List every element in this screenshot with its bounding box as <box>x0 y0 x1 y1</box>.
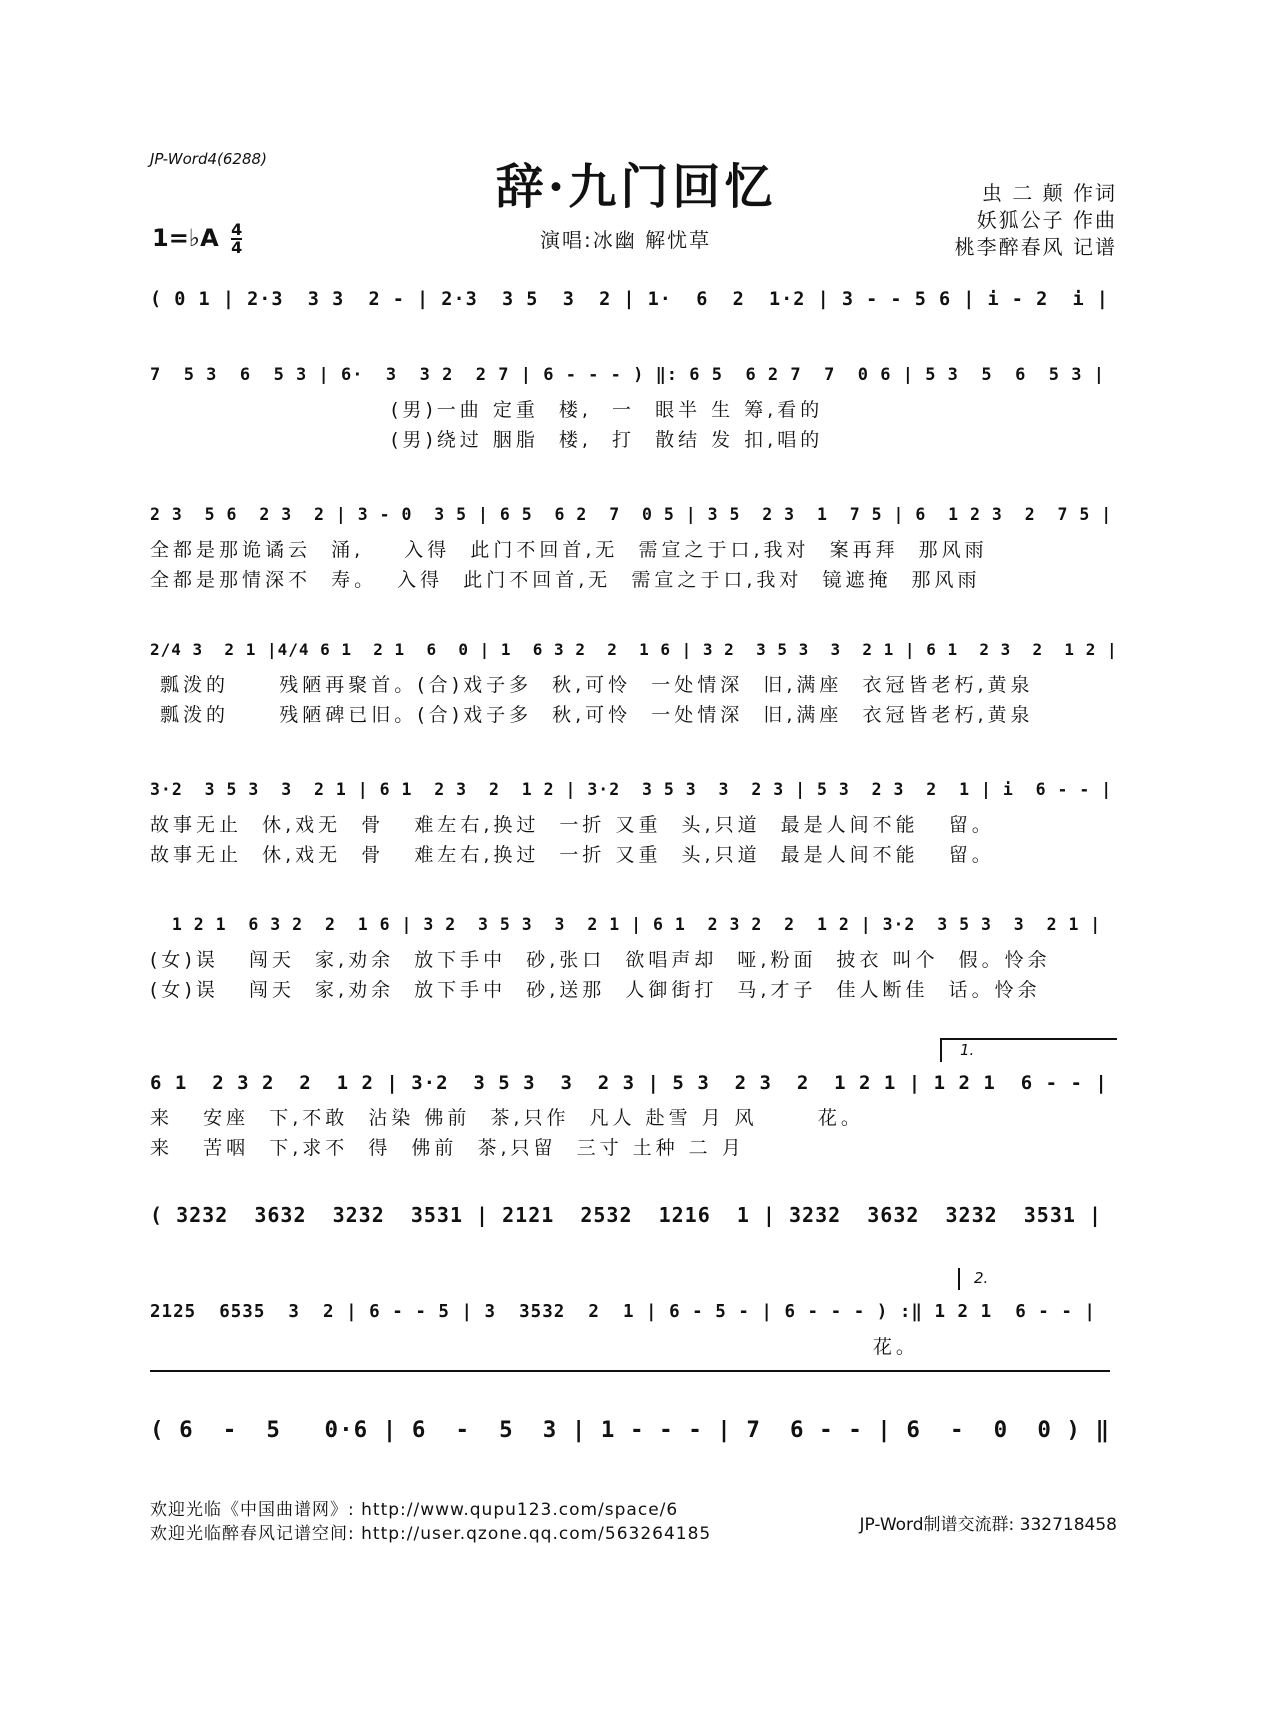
lyric-line: (男)一曲 定重 楼, 一 眼半 生 筹,看的 <box>150 399 824 421</box>
score-system <box>150 1292 1118 1362</box>
lyric-line: 来 安座 下,不敢 沾染 佛前 茶,只作 凡人 赴雪 月 风 花。 <box>150 1107 864 1129</box>
transcriber-credit: 桃李醉春风 记谱 <box>954 235 1117 259</box>
key-signature <box>152 222 242 256</box>
time-signature <box>231 222 242 256</box>
score-system <box>150 1063 1118 1163</box>
coda-rule <box>150 1370 1110 1372</box>
time-top: 4 <box>231 220 243 239</box>
composer-credit: 妖狐公子 作曲 <box>976 208 1117 232</box>
second-ending-label: 2. <box>974 1269 989 1287</box>
footer-link-qupu[interactable]: 欢迎光临《中国曲谱网》: http://www.qupu123.com/space/6 <box>150 1500 679 1520</box>
notation-line: 2125 6535 3 2 | 6 - - 5 | 3 3532 2 1 | 6 - 5 - | 6 - - - ) :‖ 1 2 1 6 - - | <box>150 1302 1096 1322</box>
lyric-line: 全都是那诡谲云 涌, 入得 此门不回首,无 需宣之于口,我对 案再拜 那风雨 <box>150 539 988 561</box>
score-system <box>150 495 1118 595</box>
score-system <box>150 280 1118 320</box>
lyric-line: 来 苦咽 下,求不 得 佛前 茶,只留 三寸 土种 二 月 <box>150 1137 745 1159</box>
lyric-line: (女)误 闯天 家,劝余 放下手中 砂,送那 人御街打 马,才子 佳人断佳 话。怜余 <box>150 979 1041 1001</box>
score-system <box>150 1195 1118 1235</box>
notation-line: ( 3232 3632 3232 3531 | 2121 2532 1216 1 | 3232 3632 3232 3531 | <box>150 1203 1102 1227</box>
score-system <box>150 355 1118 455</box>
first-ending-label: 1. <box>960 1041 975 1059</box>
lyricist-credit: 虫 二 颠 作词 <box>981 181 1117 205</box>
lyric-line: 瓢泼的 残陋碑已旧。(合)戏子多 秋,可怜 一处情深 旧,满座 衣冠皆老朽,黄泉 <box>150 704 1034 726</box>
score-system <box>150 905 1118 1005</box>
software-version: JP-Word4(6288) <box>150 150 267 168</box>
footer-links <box>150 1498 711 1546</box>
key-label: 1=♭A <box>152 224 219 252</box>
score-system <box>150 630 1118 730</box>
lyric-line: (女)误 闯天 家,劝余 放下手中 砂,张口 欲唱声却 哑,粉面 披衣 叫个 假。怜余 <box>150 949 1051 971</box>
first-ending-bracket <box>940 1038 1117 1062</box>
score-system <box>150 1410 1118 1450</box>
lyric-line: 瓢泼的 残陋再聚首。(合)戏子多 秋,可怜 一处情深 旧,满座 衣冠皆老朽,黄泉 <box>150 674 1034 696</box>
notation-line: 7 5 3 6 5 3 | 6· 3 3 2 2 7 | 6 - - - ) ‖: 6 5 6 2 7 7 0 6 | 5 3 5 6 5 3 | <box>150 365 1105 385</box>
notation-line: 6 1 2 3 2 2 1 2 | 3·2 3 5 3 3 2 3 | 5 3 2 3 2 1 2 1 | 1 2 1 6 - - | <box>150 1072 1108 1094</box>
notation-line: 3·2 3 5 3 3 2 1 | 6 1 2 3 2 1 2 | 3·2 3 5 3 3 2 3 | 5 3 2 3 2 1 | i 6 - - | <box>150 780 1113 799</box>
notation-line: 1 2 1 6 3 2 2 1 6 | 3 2 3 5 3 3 2 1 | 6 1 2 3 2 2 1 2 | 3·2 3 5 3 3 2 1 | <box>150 915 1102 934</box>
notation-line: ( 6 - 5 0·6 | 6 - 5 3 | 1 - - - | 7 6 - - | 6 - 0 0 ) ‖ <box>150 1417 1111 1443</box>
footer-qq-group: JP-Word制谱交流群: 332718458 <box>859 1515 1117 1535</box>
lyric-line: 全都是那情深不 寿。 入得 此门不回首,无 需宣之于口,我对 镜遮掩 那风雨 <box>150 569 981 591</box>
second-ending-bracket <box>958 1268 1120 1290</box>
singer-credit: 演唱:冰幽 解忧草 <box>540 228 712 252</box>
time-bottom: 4 <box>231 238 243 257</box>
credits <box>955 180 1117 261</box>
footer-link-qzone[interactable]: 欢迎光临醉春风记谱空间: http://user.qzone.qq.com/563264185 <box>150 1524 712 1544</box>
lyric-line: 花。 <box>150 1336 919 1358</box>
lyric-line: 故事无止 休,戏无 骨 难左右,换过 一折 又重 头,只道 最是人间不能 留。 <box>150 814 995 836</box>
score-system <box>150 770 1118 870</box>
lyric-line: (男)绕过 胭脂 楼, 打 散结 发 扣,唱的 <box>150 429 824 451</box>
song-title: 辞·九门回忆 <box>495 159 777 215</box>
notation-line: 2 3 5 6 2 3 2 | 3 - 0 3 5 | 6 5 6 2 7 0 5 | 3 5 2 3 1 7 5 | 6 1 2 3 2 7 5 | <box>150 505 1113 524</box>
notation-line: ( 0 1 | 2·3 3 3 2 - | 2·3 3 5 3 2 | 1· 6 2 1·2 | 3 - - 5 6 | i - 2 i | <box>150 289 1109 310</box>
lyric-line: 故事无止 休,戏无 骨 难左右,换过 一折 又重 头,只道 最是人间不能 留。 <box>150 844 995 866</box>
notation-line: 2/4 3 2 1 |4/4 6 1 2 1 6 0 | 1 6 3 2 2 1 6 | 3 2 3 5 3 3 2 1 | 6 1 2 3 2 1 2 | <box>150 640 1118 659</box>
